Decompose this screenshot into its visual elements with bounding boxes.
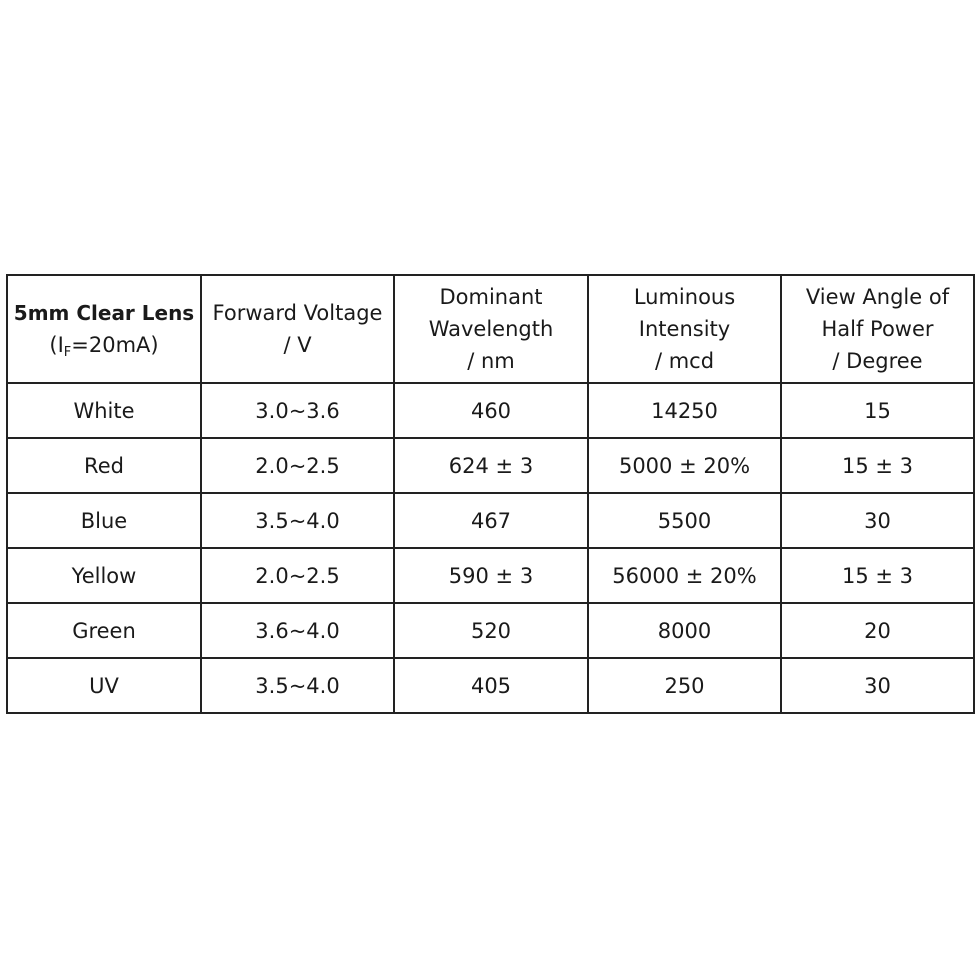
- wavelength-cell: 405: [394, 658, 588, 713]
- header-line: / V: [283, 333, 312, 357]
- view-angle-cell: 15 ± 3: [781, 548, 974, 603]
- intensity-cell: 8000: [588, 603, 781, 658]
- header-view-angle: [781, 275, 974, 383]
- header-line: Luminous: [633, 285, 736, 309]
- wavelength-cell: 467: [394, 493, 588, 548]
- header-line: / mcd: [654, 349, 715, 373]
- view-angle-cell: 30: [781, 658, 974, 713]
- test-current-subscript: F: [63, 345, 72, 360]
- header-dominant-wavelength: [394, 275, 588, 383]
- test-current-open: (I: [49, 333, 64, 357]
- intensity-cell: 14250: [588, 383, 781, 438]
- wavelength-cell: 624 ± 3: [394, 438, 588, 493]
- color-cell: Green: [7, 603, 201, 658]
- header-row: [7, 275, 974, 383]
- table-row: [7, 658, 974, 713]
- led-spec-table: [6, 274, 975, 714]
- table-row: [7, 548, 974, 603]
- table-row: [7, 493, 974, 548]
- header-line: Half Power: [821, 317, 934, 341]
- header-line: Intensity: [638, 317, 731, 341]
- header-luminous-intensity: [588, 275, 781, 383]
- header-line: / nm: [467, 349, 515, 373]
- view-angle-cell: 30: [781, 493, 974, 548]
- table-row: [7, 438, 974, 493]
- intensity-cell: 56000 ± 20%: [588, 548, 781, 603]
- color-cell: White: [7, 383, 201, 438]
- color-cell: Blue: [7, 493, 201, 548]
- view-angle-cell: 20: [781, 603, 974, 658]
- forward-voltage-cell: 3.0~3.6: [201, 383, 394, 438]
- wavelength-cell: 520: [394, 603, 588, 658]
- wavelength-cell: 460: [394, 383, 588, 438]
- forward-voltage-cell: 3.6~4.0: [201, 603, 394, 658]
- header-line: View Angle of: [805, 285, 950, 309]
- wavelength-cell: 590 ± 3: [394, 548, 588, 603]
- table-row: [7, 383, 974, 438]
- header-line: Wavelength: [428, 317, 554, 341]
- forward-voltage-cell: 3.5~4.0: [201, 493, 394, 548]
- table-row: [7, 603, 974, 658]
- header-lens-type: [7, 275, 201, 383]
- intensity-cell: 5500: [588, 493, 781, 548]
- intensity-cell: 250: [588, 658, 781, 713]
- color-cell: Yellow: [7, 548, 201, 603]
- view-angle-cell: 15 ± 3: [781, 438, 974, 493]
- forward-voltage-cell: 2.0~2.5: [201, 548, 394, 603]
- header-line: Forward Voltage: [212, 301, 383, 325]
- forward-voltage-cell: 2.0~2.5: [201, 438, 394, 493]
- test-current-value: =20mA): [71, 333, 159, 357]
- intensity-cell: 5000 ± 20%: [588, 438, 781, 493]
- view-angle-cell: 15: [781, 383, 974, 438]
- forward-voltage-cell: 3.5~4.0: [201, 658, 394, 713]
- header-forward-voltage: [201, 275, 394, 383]
- header-line: / Degree: [832, 349, 923, 373]
- lens-type-label: 5mm Clear Lens: [13, 301, 195, 325]
- color-cell: Red: [7, 438, 201, 493]
- header-line: Dominant: [439, 285, 543, 309]
- test-current-label: [8, 329, 200, 361]
- color-cell: UV: [7, 658, 201, 713]
